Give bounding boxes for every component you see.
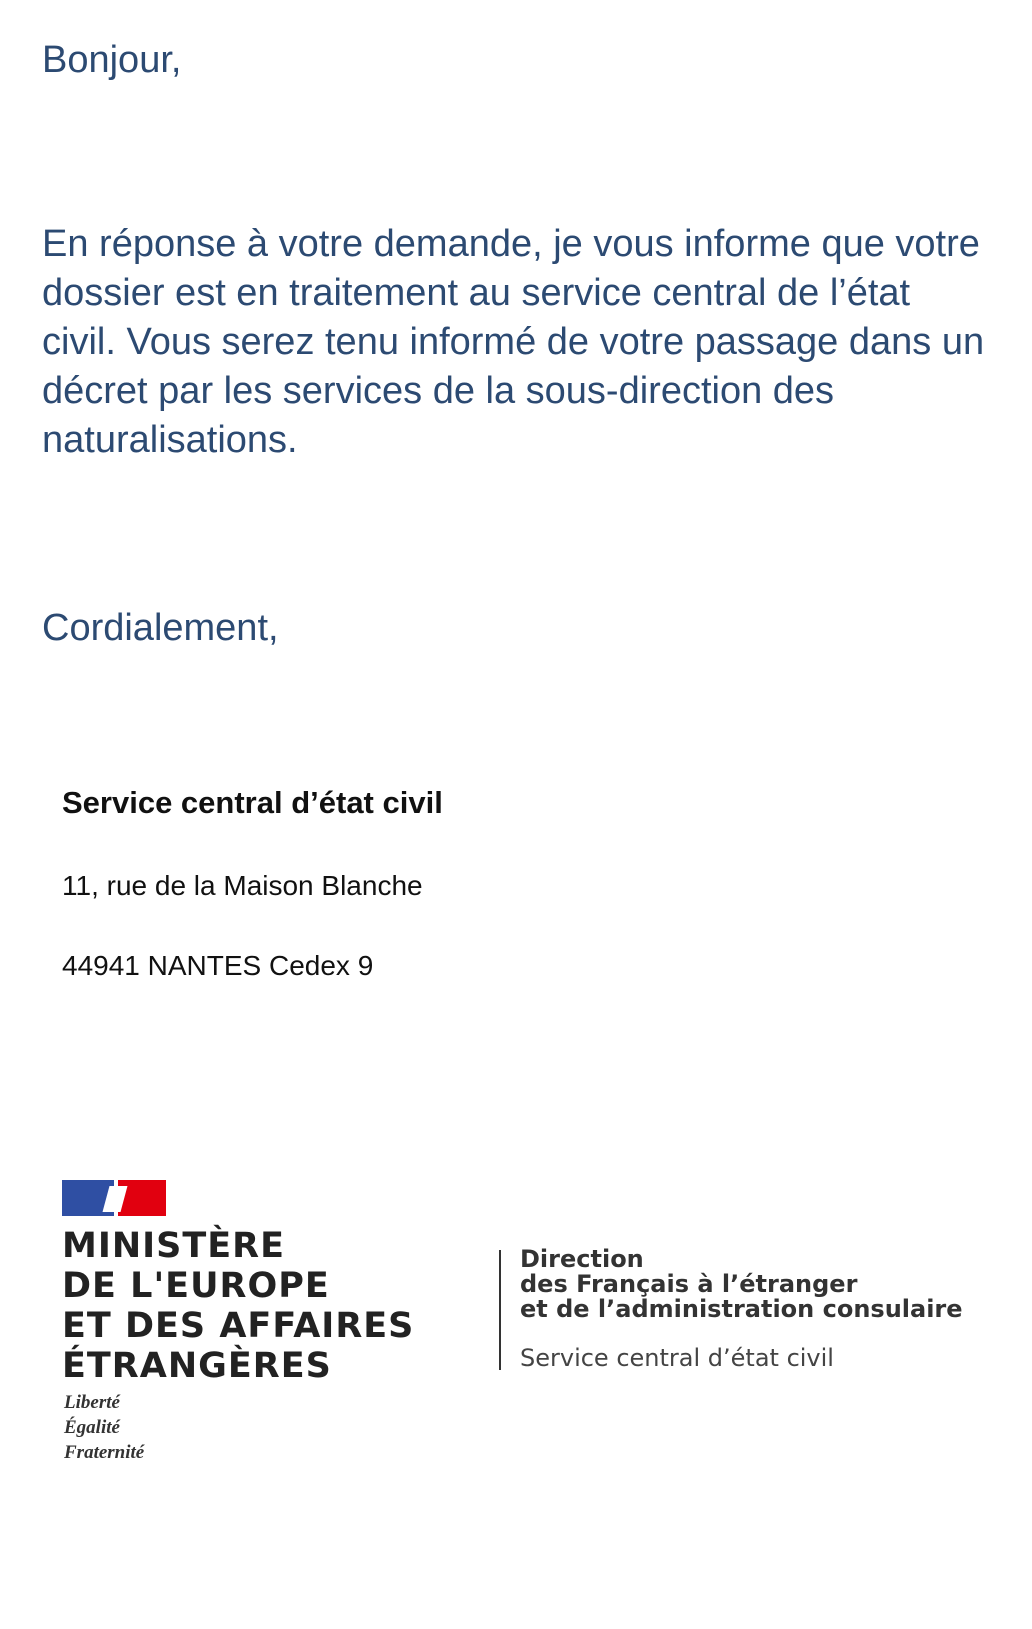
motto-line: Fraternité xyxy=(64,1442,145,1463)
message-body: En réponse à votre demande, je vous informe que votre dossier est en traitement au service central de l’état civil. Vous serez tenu informé de votre passage dans un décret par les services de la sous-direction des naturalisations. xyxy=(42,223,985,461)
department-line: des Français à l’étranger xyxy=(520,1270,858,1298)
signature-city: 44941 NANTES Cedex 9 xyxy=(62,950,374,981)
department-service: Service central d’état civil xyxy=(520,1344,834,1372)
republic-motto xyxy=(64,1390,144,1465)
ministry-logo xyxy=(62,1180,482,1480)
ministry-line: ÉTRANGÈRES xyxy=(62,1346,332,1386)
motto-line: Liberté xyxy=(64,1392,120,1413)
greeting: Bonjour, xyxy=(42,39,182,81)
signature-name: Service central d’état civil xyxy=(62,785,443,820)
closing: Cordialement, xyxy=(42,607,279,649)
department-block xyxy=(520,1247,963,1371)
signature-street: 11, rue de la Maison Blanche xyxy=(62,870,423,901)
ministry-line: MINISTÈRE xyxy=(62,1226,286,1266)
french-flag-icon xyxy=(62,1180,166,1216)
ministry-line: ET DES AFFAIRES xyxy=(62,1306,415,1346)
ministry-line: DE L'EUROPE xyxy=(62,1266,330,1306)
logo-divider xyxy=(499,1250,501,1370)
department-line: et de l’administration consulaire xyxy=(520,1295,963,1323)
motto-line: Égalité xyxy=(64,1417,120,1438)
ministry-name xyxy=(62,1226,414,1386)
department-title: Direction xyxy=(520,1245,644,1273)
